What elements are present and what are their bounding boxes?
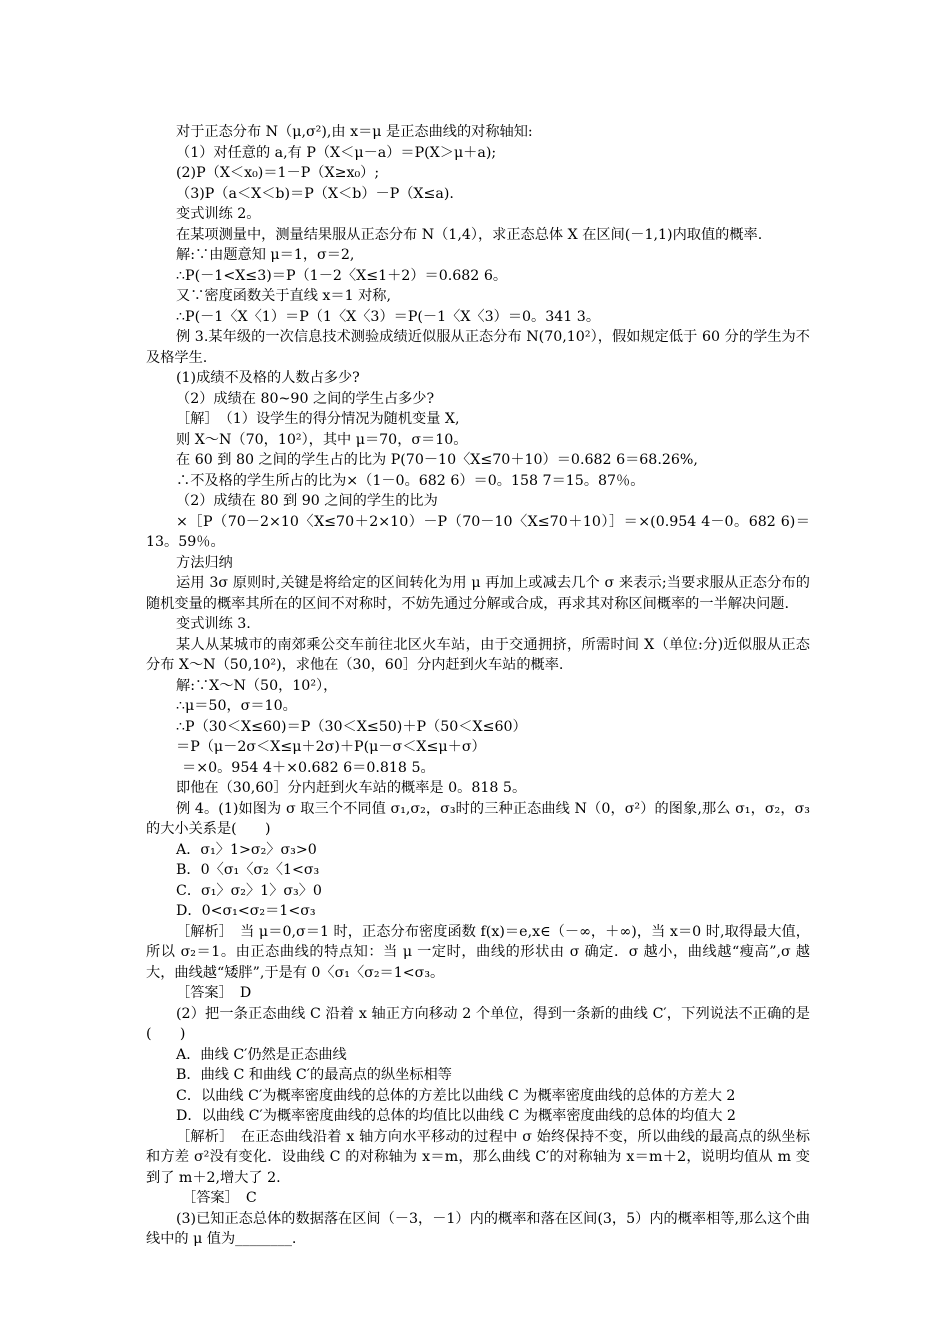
text-line: 某人从某城市的南郊乘公交车前往北区火车站，由于交通拥挤，所需时间 X（单位:分)近似服从正态分布 X～N（50,10²)，求他在（30，60］分内赶到火车站的概率. [146, 636, 810, 673]
text-line: （2）成绩在 80~90 之间的学生占多少? [176, 390, 435, 407]
text-line: （2）成绩在 80 到 90 之间的学生的比为 [176, 493, 438, 509]
text-line: 又∵密度函数关于直线 x＝1 对称, [176, 288, 391, 304]
text-line: （3)P（a＜X＜b)＝P（X＜b）－P（X≤a). [176, 185, 454, 202]
text-line: ［解析］ 当 μ＝0,σ＝1 时，正态分布密度函数 f(x)＝e,x∈（－∞，＋∞)，当 x＝0 时,取得最大值，所以 σ₂＝1。由正态曲线的特点知：当 μ 一定时，曲线的形状由 σ 确定．σ 越小，曲线越“瘦高”,σ 越大，曲线越“矮胖”,于是有 0〈σ₁〈σ₂＝1<σ₃。 [146, 923, 810, 981]
text-line: B．0〈σ₁〈σ₂〈1<σ₃ [176, 862, 320, 878]
text-line: ∴P（30＜X≤60)＝P（30＜X≤50)＋P（50＜X≤60） [176, 718, 527, 735]
text-line: 运用 3σ 原则时,关键是将给定的区间转化为用 μ 再加上或减去几个 σ 来表示;当要求服从正态分布的随机变量的概率其所在的区间不对称时，不妨先通过分解或合成，再求其对称区间概率的一半解决问题. [146, 575, 810, 612]
text-line: 方法归纳 [176, 554, 233, 571]
text-line: D．以曲线 C′为概率密度曲线的总体的均值比以曲线 C 为概率密度曲线的总体的均值大 2 [176, 1108, 736, 1124]
text-line: 例 4。(1)如图为 σ 取三个不同值 σ₁,σ₂，σ₃时的三种正态曲线 N（0，σ²）的图象,那么 σ₁，σ₂，σ₃的大小关系是( ) [146, 800, 810, 837]
text-line: ∴μ＝50，σ＝10。 [176, 698, 297, 714]
text-line: 对于正态分布 N（μ,σ²),由 x＝μ 是正态曲线的对称轴知: [176, 124, 533, 140]
text-line: A．曲线 C′仍然是正态曲线 [176, 1046, 347, 1063]
text-line: 解:∵X～N（50，10²）， [176, 677, 338, 694]
text-line: （1）对任意的 a,有 P（X＜μ－a）＝P(X＞μ＋a); [176, 144, 497, 161]
text-line: 则 X～N（70，10²），其中 μ＝70，σ＝10。 [176, 431, 468, 448]
text-line: 变式训练 2。 [176, 206, 261, 222]
text-line: ∴P(－1<X≤3)＝P（1－2〈X≤1＋2）＝0.682 6。 [176, 267, 508, 284]
text-line: ∴不及格的学生所占的比为×（1－0。682 6）＝0。158 7＝15。87％。 [176, 472, 645, 489]
text-line: D．0<σ₁<σ₂＝1<σ₃ [176, 903, 316, 919]
text-line: (2）把一条正态曲线 C 沿着 x 轴正方向移动 2 个单位，得到一条新的曲线 C′，下列说法不正确的是( ) [146, 1005, 810, 1042]
text-line: ＝P（μ－2σ＜X≤μ＋2σ)＋P(μ－σ＜X≤μ＋σ） [176, 739, 486, 755]
text-line: C．σ₁〉σ₂〉1〉σ₃〉0 [176, 882, 322, 899]
text-line: 即他在（30,60］分内赶到火车站的概率是 0。818 5。 [176, 780, 527, 796]
text-line: (2)P（X＜x₀)＝1－P（X≥x₀）; [176, 165, 380, 181]
text-line: (1)成绩不及格的人数占多少? [176, 370, 360, 386]
text-line: C．以曲线 C′为概率密度曲线的总体的方差比以曲线 C 为概率密度曲线的总体的方差大 2 [176, 1087, 736, 1104]
text-line: ［解］ （1）设学生的得分情况为随机变量 X, [176, 411, 460, 427]
text-line: ［答案］ D [176, 985, 252, 1001]
text-line: ［答案］ C [182, 1190, 257, 1206]
text-line: 解:∵由题意知 μ＝1，σ＝2, [176, 247, 355, 263]
text-line: ［解析］ 在正态曲线沿着 x 轴方向水平移动的过程中 σ 始终保持不变，所以曲线的最高点的纵坐标和方差 σ²没有变化．设曲线 C 的对称轴为 x＝m，那么曲线 C′的对称轴为 x＝m＋2，说明均值从 m 变到了 m＋2,增大了 2. [146, 1128, 810, 1186]
text-line: 在 60 到 80 之间的学生占的比为 P(70－10〈X≤70＋10）＝0.682 6＝68.26%, [176, 452, 698, 468]
text-line: ＝×0。954 4＋×0.682 6＝0.818 5。 [182, 759, 435, 776]
text-line: 例 3.某年级的一次信息技术测验成绩近似服从正态分布 N(70,10²），假如规定低于 60 分的学生为不及格学生. [146, 329, 810, 366]
text-line: 在某项测量中，测量结果服从正态分布 N（1,4），求正态总体 X 在区间(－1,1)内取值的概率. [176, 226, 763, 243]
text-line: ∴P(－1〈X〈1）＝P（1〈X〈3）＝P(－1〈X〈3）＝0。341 3。 [176, 308, 601, 325]
text-line: A．σ₁〉1>σ₂〉σ₃>0 [176, 841, 317, 858]
text-line: (3)已知正态总体的数据落在区间（－3，－1）内的概率和落在区间(3，5）内的概率相等,那么这个曲线中的 μ 值为________. [146, 1210, 810, 1247]
text-line: ×［P（70－2×10〈X≤70＋2×10）－P（70－10〈X≤70＋10）］＝×(0.954 4－0。682 6)＝13。59％。 [146, 513, 810, 550]
text-line: B．曲线 C 和曲线 C′的最高点的纵坐标相等 [176, 1067, 452, 1083]
text-line: 变式训练 3. [176, 616, 251, 632]
